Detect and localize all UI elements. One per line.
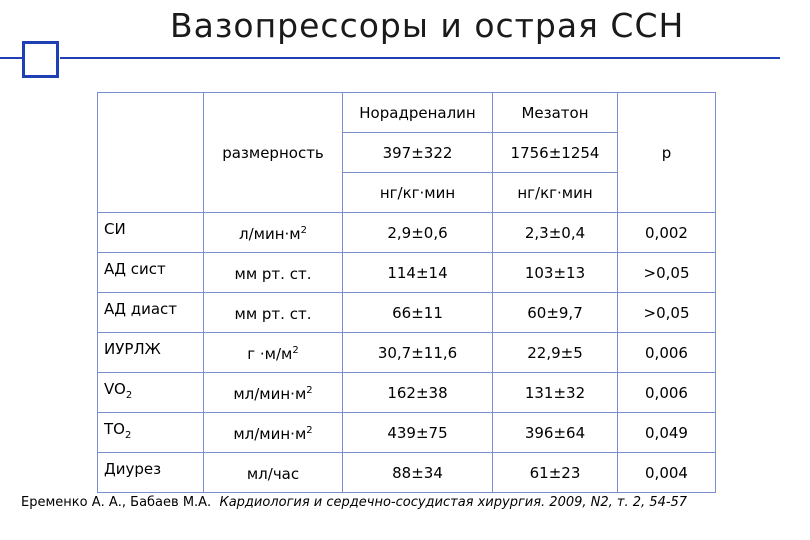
- noradrenaline-value: 88±34: [343, 453, 493, 493]
- noradrenaline-value: 2,9±0,6: [343, 213, 493, 253]
- mezaton-value: 396±64: [493, 413, 618, 453]
- table-row: [98, 413, 716, 453]
- decor-box-icon: [22, 41, 59, 78]
- noradrenaline-value: 439±75: [343, 413, 493, 453]
- noradrenaline-value: 114±14: [343, 253, 493, 293]
- noradrenaline-value: 30,7±11,6: [343, 333, 493, 373]
- unit-cell: [204, 453, 343, 493]
- unit-text: мл/мин·м: [233, 385, 307, 403]
- header-col1-name: Норадреналин: [343, 93, 493, 133]
- row-label-cell: [98, 293, 204, 333]
- table-row: [98, 213, 716, 253]
- row-label-cell: [98, 413, 204, 453]
- unit-text: г ·м/м: [247, 345, 293, 363]
- title-rule: [60, 57, 780, 59]
- p-value: 0,002: [618, 213, 716, 253]
- row-label-cell: [98, 453, 204, 493]
- unit-sup: 2: [306, 425, 313, 436]
- p-value: 0,049: [618, 413, 716, 453]
- p-value: >0,05: [618, 293, 716, 333]
- row-label: TO: [104, 420, 125, 438]
- row-label: ИУРЛЖ: [104, 340, 161, 358]
- row-label-cell: [98, 213, 204, 253]
- header-col1-dose: 397±322: [343, 133, 493, 173]
- reference-authors: Еременко А. А., Бабаев М.А.: [21, 495, 212, 510]
- header-col1-unit: нг/кг·мин: [343, 173, 493, 213]
- unit-text: л/мин·м: [239, 225, 301, 243]
- table-row: [98, 293, 716, 333]
- reference-journal: Кардиология и сердечно-сосудистая хирургия. 2009, N2, т. 2, 54-57: [219, 495, 688, 510]
- unit-cell: [204, 333, 343, 373]
- unit-sup: 2: [306, 385, 313, 396]
- unit-cell: [204, 293, 343, 333]
- mezaton-value: 60±9,7: [493, 293, 618, 333]
- row-label-cell: [98, 253, 204, 293]
- mezaton-value: 103±13: [493, 253, 618, 293]
- row-label: Диурез: [104, 460, 162, 478]
- table-row: [98, 373, 716, 413]
- noradrenaline-value: 162±38: [343, 373, 493, 413]
- row-label: СИ: [104, 220, 126, 238]
- unit-cell: [204, 413, 343, 453]
- reference-citation: [21, 495, 687, 510]
- data-table: [97, 92, 716, 493]
- unit-cell: [204, 213, 343, 253]
- row-label: VO: [104, 380, 126, 398]
- title-rule-left: [0, 57, 24, 59]
- unit-text: мм рт. ст.: [234, 305, 312, 323]
- header-col2-dose: 1756±1254: [493, 133, 618, 173]
- header-corner-cell: [98, 93, 204, 213]
- mezaton-value: 2,3±0,4: [493, 213, 618, 253]
- header-dimension-cell: [204, 93, 343, 213]
- unit-text: мл/мин·м: [233, 425, 307, 443]
- header-row: [98, 93, 716, 133]
- p-value: 0,006: [618, 373, 716, 413]
- mezaton-value: 131±32: [493, 373, 618, 413]
- p-value: 0,006: [618, 333, 716, 373]
- row-label-sub: 2: [124, 430, 132, 441]
- unit-sup: 2: [300, 225, 307, 236]
- mezaton-value: 22,9±5: [493, 333, 618, 373]
- row-label: АД сист: [104, 260, 166, 278]
- table-row: [98, 333, 716, 373]
- slide-title: Вазопрессоры и острая ССН: [170, 6, 685, 45]
- header-col2-name: Мезатон: [493, 93, 618, 133]
- row-label-cell: [98, 373, 204, 413]
- unit-text: мл/час: [246, 465, 300, 483]
- unit-cell: [204, 253, 343, 293]
- dimension-label: размерность: [222, 143, 324, 162]
- row-label-cell: [98, 333, 204, 373]
- row-label: АД диаст: [104, 300, 178, 318]
- row-label-sub: 2: [125, 390, 133, 401]
- unit-sup: 2: [292, 345, 299, 356]
- header-col2-unit: нг/кг·мин: [493, 173, 618, 213]
- noradrenaline-value: 66±11: [343, 293, 493, 333]
- p-label: р: [661, 143, 672, 162]
- p-value: >0,05: [618, 253, 716, 293]
- mezaton-value: 61±23: [493, 453, 618, 493]
- header-p-cell: [618, 93, 716, 213]
- table-row: [98, 453, 716, 493]
- table-row: [98, 253, 716, 293]
- p-value: 0,004: [618, 453, 716, 493]
- unit-text: мм рт. ст.: [234, 265, 312, 283]
- unit-cell: [204, 373, 343, 413]
